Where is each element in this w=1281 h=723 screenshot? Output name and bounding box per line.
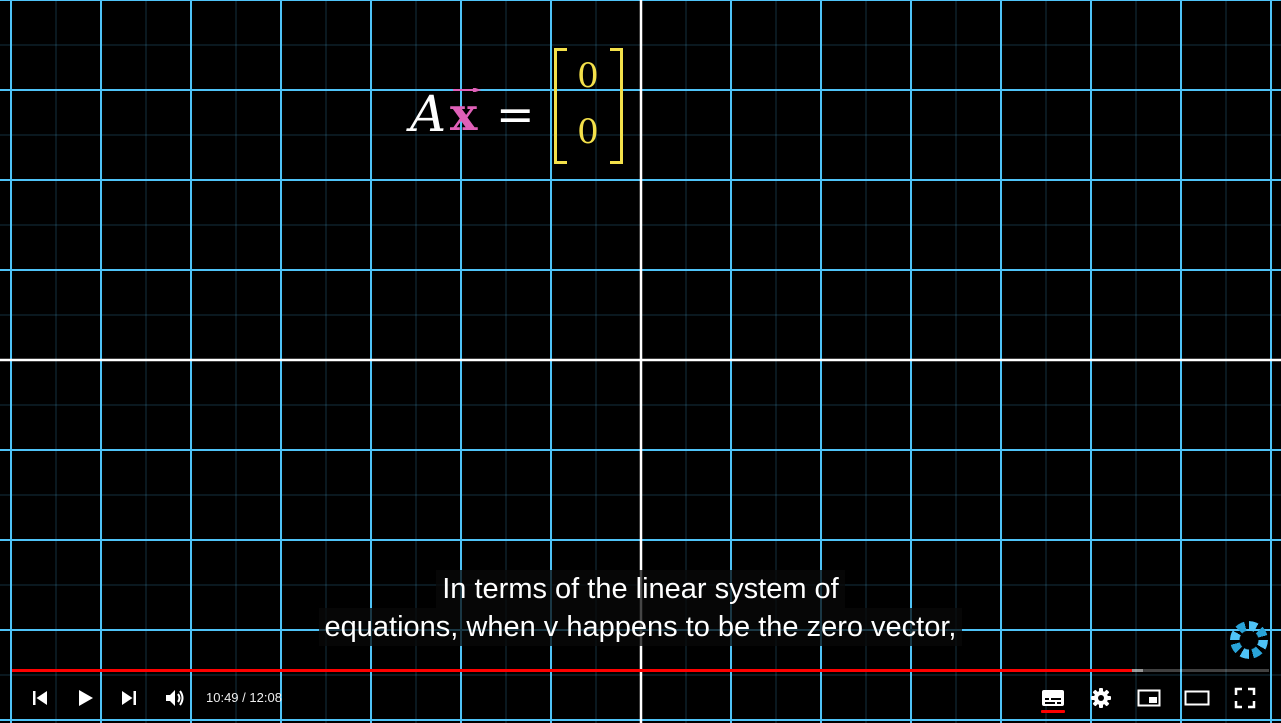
settings-button[interactable] [1084,672,1118,723]
subtitles-icon [1041,688,1065,708]
subtitles-button[interactable] [1036,672,1070,723]
next-icon [119,688,139,708]
mute-button[interactable] [158,672,192,723]
play-icon [75,688,95,708]
equation: A x = 0 0 [410,40,640,170]
volume-icon [164,687,186,709]
matrix-right-bracket [610,48,623,164]
next-button[interactable] [113,672,145,723]
caption-window [0,570,1281,646]
previous-button[interactable] [24,672,56,723]
settings-icon [1090,687,1112,709]
caption-line: In terms of the linear system of [436,570,844,608]
time-separator: / [238,690,250,705]
player-controls [0,672,1281,723]
play-button[interactable] [68,672,102,723]
previous-icon [30,688,50,708]
time-display [206,672,282,723]
theater-mode-button[interactable] [1180,672,1214,723]
miniplayer-button[interactable] [1132,672,1166,723]
miniplayer-icon [1137,688,1161,708]
matrix-left-bracket [554,48,567,164]
caption-line: equations, when v happens to be the zero vector, [319,608,963,646]
fullscreen-button[interactable] [1228,672,1262,723]
loading-spinner-icon [1230,621,1268,659]
time-total: 12:08 [249,690,282,705]
subtitles-active-indicator [1041,710,1065,713]
time-current: 10:49 [206,690,239,705]
theater-icon [1184,688,1210,708]
fullscreen-icon [1234,687,1256,709]
